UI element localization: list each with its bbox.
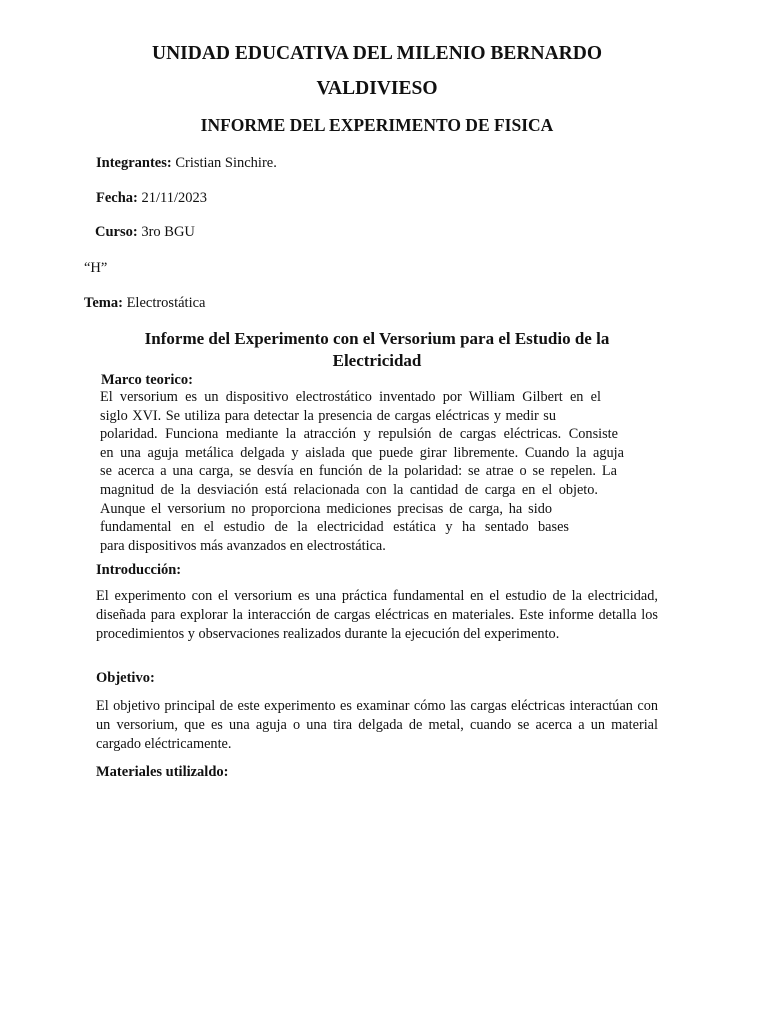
marco-line: magnitud de la desviación está relacionada con la cantidad de carga en el objeto. — [100, 481, 598, 498]
objetivo-paragraph: El objetivo principal de este experimento es examinar cómo las cargas eléctricas interactúan con un versorium, que es una aguja o una tira delgada de metal, cuando se acerca a un material cargado eléctricamente. — [96, 698, 658, 752]
materiales-heading: Materiales utilizaldo: — [96, 764, 229, 780]
field-tema-label: Tema: — [84, 295, 123, 311]
marco-line: El versorium es un dispositivo electrostático inventado por William Gilbert en el — [100, 389, 601, 405]
field-tema-value: Electrostática — [126, 295, 206, 311]
marco-line: fundamental en el estudio de la electricidad estática y ha sentado bases — [100, 519, 569, 536]
report-title — [100, 328, 654, 371]
school-name-line-1: UNIDAD EDUCATIVA DEL MILENIO BERNARDO — [151, 43, 602, 64]
report-title-line-2: Electricidad — [332, 350, 422, 370]
field-tema — [84, 293, 205, 313]
marco-body — [100, 388, 630, 555]
marco-line: para dispositivos más avanzados en electrostática. — [100, 537, 386, 554]
field-curso-label: Curso: — [95, 224, 138, 240]
field-fecha-value: 21/11/2023 — [141, 190, 208, 206]
marco-line: polaridad. Funciona mediante la atracción y repulsión de cargas eléctricas. Consiste — [100, 426, 618, 443]
report-title-line-1: Informe del Experimento con el Versorium para el Estudio de la — [144, 329, 610, 348]
field-integrantes-label: Integrantes: — [96, 155, 172, 171]
marco-heading: Marco teorico: — [101, 372, 193, 388]
field-paralelo: “H” — [84, 260, 108, 276]
field-fecha-label: Fecha: — [96, 190, 138, 206]
marco-line: Aunque el versorium no proporciona mediciones precisas de carga, ha sido — [100, 500, 552, 517]
introduccion-heading: Introducción: — [96, 562, 182, 578]
marco-line: se acerca a una carga, se desvía en función de la polaridad: se atrae o se repelen. La — [100, 463, 617, 480]
introduccion-paragraph: El experimento con el versorium es una práctica fundamental en el estudio de la electricidad, diseñada para explorar la interacción de cargas eléctricas en materiales. Este informe detalla los procedimientos y observaciones realizados durante la ejecución del experimento. — [96, 588, 658, 642]
marco-line: siglo XVI. Se utiliza para detectar la presencia de cargas eléctricas y medir su — [100, 407, 556, 424]
marco-line: en una aguja metálica delgada y aislada que puede girar libremente. Cuando la aguja — [100, 444, 624, 461]
field-curso — [95, 222, 195, 242]
field-integrantes-value: Cristian Sinchire. — [175, 155, 277, 171]
field-fecha — [96, 188, 207, 208]
document-title: INFORME DEL EXPERIMENTO DE FISICA — [200, 115, 554, 135]
field-curso-value: 3ro BGU — [141, 224, 195, 240]
objetivo-heading: Objetivo: — [96, 670, 155, 686]
school-name-line-2: VALDIVIESO — [316, 78, 438, 99]
field-integrantes — [96, 153, 277, 173]
school-name — [60, 36, 694, 106]
